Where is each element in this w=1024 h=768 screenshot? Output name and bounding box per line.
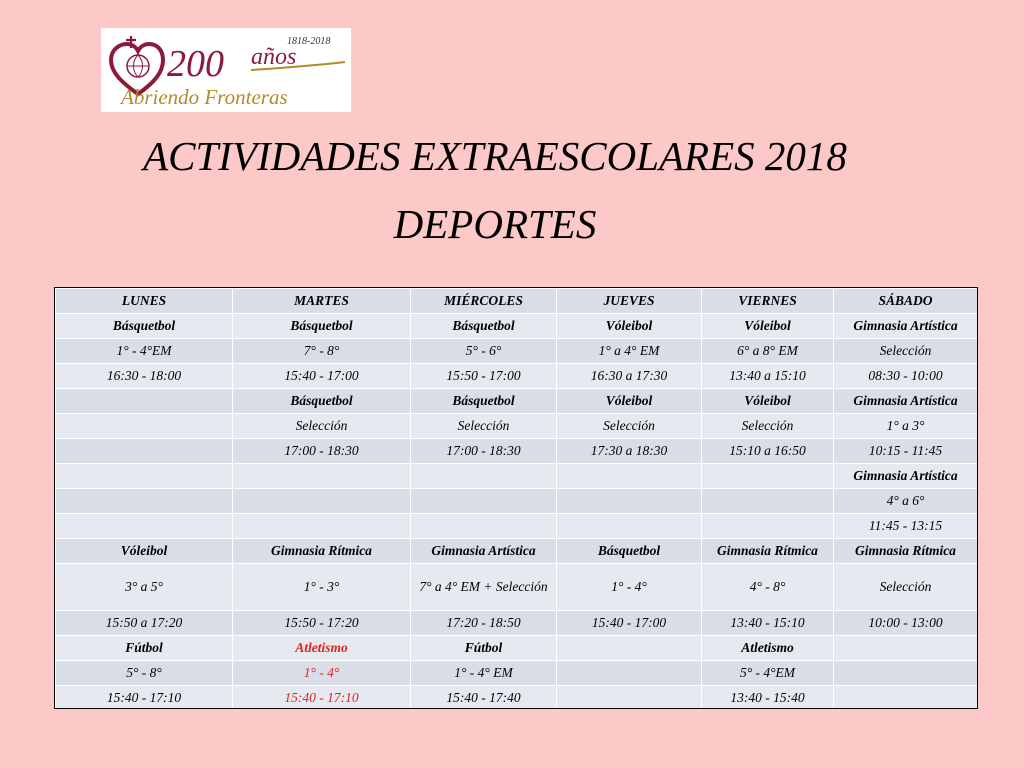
table-cell-sabado: 11:45 - 13:15	[834, 514, 978, 539]
table-cell-viernes: Vóleibol	[702, 314, 834, 339]
table-cell-martes: Básquetbol	[233, 314, 411, 339]
logo-years-text: 1818-2018	[287, 36, 331, 47]
table-row	[56, 636, 978, 661]
table-row	[56, 439, 978, 464]
table-cell-martes: 15:40 - 17:10	[233, 686, 411, 710]
table-cell-miercoles: 1° - 4° EM	[411, 661, 557, 686]
table-cell-martes	[233, 464, 411, 489]
table-row	[56, 464, 978, 489]
table-cell-miercoles: Básquetbol	[411, 389, 557, 414]
table-cell-sabado	[834, 636, 978, 661]
table-cell-viernes	[702, 514, 834, 539]
column-header-jueves: JUEVES	[557, 289, 702, 314]
logo-graphic	[101, 28, 351, 112]
table-cell-miercoles: 17:20 - 18:50	[411, 611, 557, 636]
table-cell-martes: 15:40 - 17:00	[233, 364, 411, 389]
table-cell-miercoles: Fútbol	[411, 636, 557, 661]
table-cell-jueves	[557, 514, 702, 539]
table-cell-martes: Gimnasia Rítmica	[233, 539, 411, 564]
column-header-miercoles: MIÉRCOLES	[411, 289, 557, 314]
bicentennial-logo	[101, 28, 351, 112]
table-cell-jueves: 17:30 a 18:30	[557, 439, 702, 464]
table-cell-martes: Selección	[233, 414, 411, 439]
column-header-lunes: LUNES	[56, 289, 233, 314]
table-row	[56, 564, 978, 611]
table-cell-viernes	[702, 464, 834, 489]
table-cell-lunes	[56, 489, 233, 514]
table-cell-lunes: 5° - 8°	[56, 661, 233, 686]
table-header-row	[56, 289, 978, 314]
table-cell-sabado: Selección	[834, 564, 978, 611]
table-cell-miercoles: 15:40 - 17:40	[411, 686, 557, 710]
table-cell-jueves: Vóleibol	[557, 314, 702, 339]
table-cell-sabado: 10:00 - 13:00	[834, 611, 978, 636]
table-cell-miercoles: Gimnasia Artística	[411, 539, 557, 564]
table-cell-miercoles	[411, 514, 557, 539]
table-row	[56, 414, 978, 439]
table-cell-jueves: Selección	[557, 414, 702, 439]
table-cell-viernes: 15:10 a 16:50	[702, 439, 834, 464]
table-cell-martes: Atletismo	[233, 636, 411, 661]
logo-number-text: 200	[167, 43, 224, 85]
table-cell-jueves: 15:40 - 17:00	[557, 611, 702, 636]
table-row	[56, 314, 978, 339]
table-cell-jueves: 16:30 a 17:30	[557, 364, 702, 389]
table-cell-jueves	[557, 464, 702, 489]
column-header-sabado: SÁBADO	[834, 289, 978, 314]
table-cell-viernes: 13:40 - 15:40	[702, 686, 834, 710]
table-cell-jueves: 1° - 4°	[557, 564, 702, 611]
table-cell-jueves: 1° a 4° EM	[557, 339, 702, 364]
table-cell-martes	[233, 489, 411, 514]
table-cell-viernes: Gimnasia Rítmica	[702, 539, 834, 564]
table-cell-lunes	[56, 414, 233, 439]
table-cell-lunes: 15:50 a 17:20	[56, 611, 233, 636]
table-cell-sabado	[834, 686, 978, 710]
table-cell-martes: 17:00 - 18:30	[233, 439, 411, 464]
table-cell-sabado	[834, 661, 978, 686]
table-row	[56, 686, 978, 710]
table-row	[56, 489, 978, 514]
table-cell-sabado: 1° a 3°	[834, 414, 978, 439]
table-cell-sabado: Selección	[834, 339, 978, 364]
table-cell-lunes	[56, 389, 233, 414]
table-cell-miercoles: 17:00 - 18:30	[411, 439, 557, 464]
table-cell-viernes	[702, 489, 834, 514]
table-cell-jueves: Básquetbol	[557, 539, 702, 564]
table-row	[56, 611, 978, 636]
table-cell-lunes	[56, 514, 233, 539]
table-cell-sabado: 08:30 - 10:00	[834, 364, 978, 389]
table-cell-lunes: Vóleibol	[56, 539, 233, 564]
table-row	[56, 661, 978, 686]
table-cell-miercoles: 5° - 6°	[411, 339, 557, 364]
table-cell-lunes: 1° - 4°EM	[56, 339, 233, 364]
table-cell-martes: 1° - 3°	[233, 564, 411, 611]
table-cell-viernes: 5° - 4°EM	[702, 661, 834, 686]
table-cell-jueves	[557, 489, 702, 514]
table-cell-sabado: 10:15 - 11:45	[834, 439, 978, 464]
table-cell-lunes	[56, 439, 233, 464]
schedule-table-frame	[54, 287, 978, 709]
table-cell-jueves	[557, 636, 702, 661]
table-cell-viernes: Atletismo	[702, 636, 834, 661]
table-cell-sabado: 4° a 6°	[834, 489, 978, 514]
table-cell-jueves: Vóleibol	[557, 389, 702, 414]
table-cell-sabado: Gimnasia Artística	[834, 389, 978, 414]
table-row	[56, 514, 978, 539]
table-cell-lunes	[56, 464, 233, 489]
table-cell-lunes: 16:30 - 18:00	[56, 364, 233, 389]
table-cell-viernes: Selección	[702, 414, 834, 439]
table-cell-miercoles: 15:50 - 17:00	[411, 364, 557, 389]
page-subtitle: DEPORTES	[393, 201, 597, 247]
table-cell-miercoles: Básquetbol	[411, 314, 557, 339]
table-cell-lunes: 3° a 5°	[56, 564, 233, 611]
table-cell-miercoles	[411, 464, 557, 489]
table-cell-martes: Básquetbol	[233, 389, 411, 414]
table-cell-lunes: Básquetbol	[56, 314, 233, 339]
table-cell-sabado: Gimnasia Rítmica	[834, 539, 978, 564]
table-cell-viernes: 13:40 - 15:10	[702, 611, 834, 636]
table-cell-viernes: 6° a 8° EM	[702, 339, 834, 364]
table-cell-viernes: 13:40 a 15:10	[702, 364, 834, 389]
table-row	[56, 339, 978, 364]
page-title: ACTIVIDADES EXTRAESCOLARES 2018	[143, 133, 847, 179]
table-cell-sabado: Gimnasia Artística	[834, 464, 978, 489]
column-header-viernes: VIERNES	[702, 289, 834, 314]
table-cell-sabado: Gimnasia Artística	[834, 314, 978, 339]
table-cell-lunes: 15:40 - 17:10	[56, 686, 233, 710]
column-header-martes: MARTES	[233, 289, 411, 314]
table-cell-viernes: 4° - 8°	[702, 564, 834, 611]
table-cell-jueves	[557, 661, 702, 686]
logo-tagline-text: Abriendo Fronteras	[121, 85, 288, 109]
table-cell-martes: 1° - 4°	[233, 661, 411, 686]
table-row	[56, 389, 978, 414]
table-cell-jueves	[557, 686, 702, 710]
logo-word-text: años	[251, 44, 297, 70]
table-cell-lunes: Fútbol	[56, 636, 233, 661]
table-cell-viernes: Vóleibol	[702, 389, 834, 414]
table-cell-miercoles: 7° a 4° EM + Selección	[411, 564, 557, 611]
table-cell-martes	[233, 514, 411, 539]
table-cell-martes: 7° - 8°	[233, 339, 411, 364]
table-cell-miercoles	[411, 489, 557, 514]
table-row	[56, 364, 978, 389]
table-cell-miercoles: Selección	[411, 414, 557, 439]
table-row	[56, 539, 978, 564]
table-cell-martes: 15:50 - 17:20	[233, 611, 411, 636]
schedule-table	[55, 288, 978, 709]
